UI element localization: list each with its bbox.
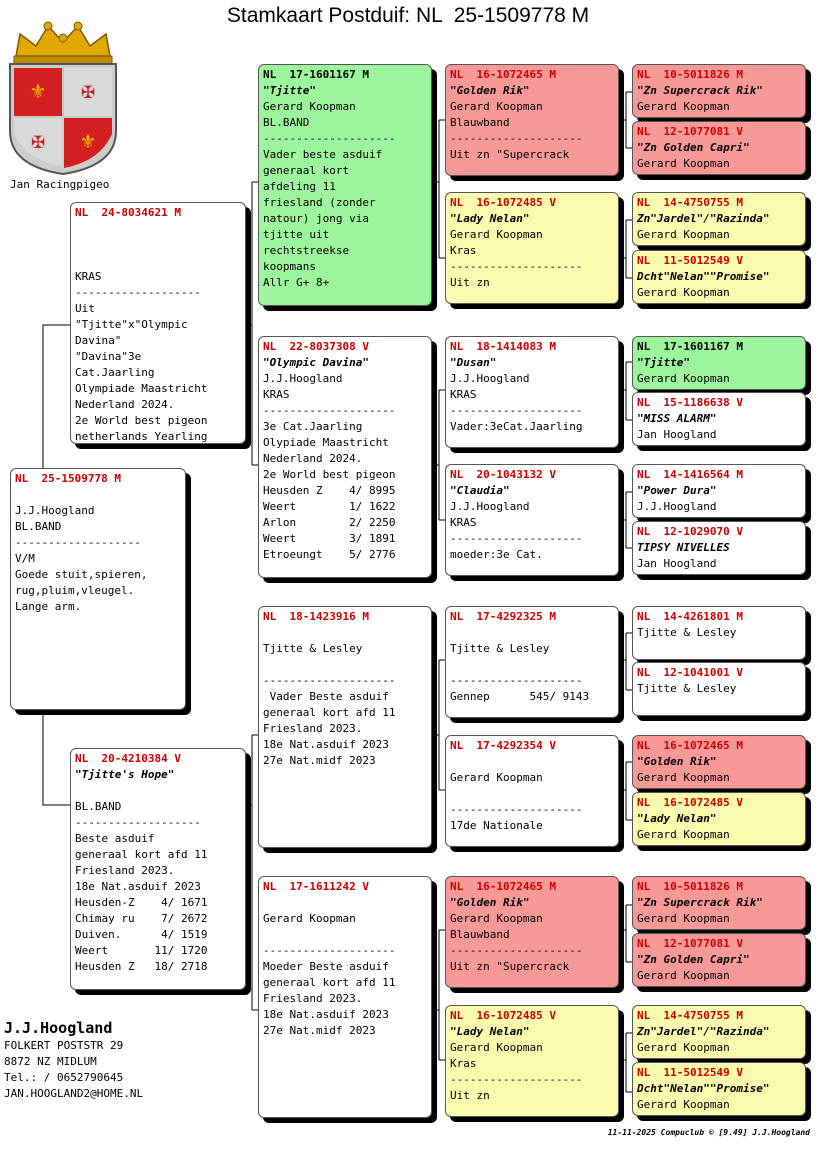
card-line [75, 253, 241, 269]
pedigree-card-sire[interactable] [70, 202, 246, 444]
pigeon-name: "Golden Rik" [450, 896, 530, 909]
pedigree-card-subject[interactable] [10, 468, 186, 710]
card-line: afdeling 11 [263, 180, 336, 193]
ring-number: NL 20-4210384 V [75, 752, 181, 765]
card-line: 17de Nationale [450, 819, 543, 832]
pigeon-name: "Olympic Davina" [263, 356, 369, 369]
pigeon-name: "Zn Golden Capri" [637, 953, 750, 966]
card-line: Gerard Koopman [637, 912, 730, 925]
breeder-email: JAN.HOOGLAND2@HOME.NL [4, 1087, 144, 1100]
ring-number: NL 12-1077081 V [637, 937, 743, 950]
ring-number: NL 16-1072465 M [450, 880, 556, 893]
pedigree-card-dds[interactable] [445, 876, 619, 988]
card-line: Gerard Koopman [637, 228, 730, 241]
card-line: ------------------- [75, 286, 201, 299]
pigeon-name: Zn"Jardel"/"Razinda" [637, 212, 770, 225]
pedigree-card-ddd[interactable] [445, 1005, 619, 1117]
card-line: Gerard Koopman [637, 372, 730, 385]
breeder-street: FOLKERT POSTSTR 29 [4, 1039, 124, 1052]
ring-number: NL 12-1029070 V [637, 525, 743, 538]
pedigree-card-sss[interactable] [445, 64, 619, 176]
card-line: -------------------- [450, 1073, 583, 1086]
svg-text:⚜: ⚜ [81, 129, 95, 154]
card-line: 18e Nat.asduif 2023 [263, 1008, 389, 1021]
card-line: -------------------- [450, 132, 583, 145]
card-line: -------------------- [263, 944, 396, 957]
card-line: friesland (zonder [263, 196, 376, 209]
card-line: KRAS [263, 388, 290, 401]
ring-number: NL 12-1077081 V [637, 125, 743, 138]
card-line: Tjitte & Lesley [637, 682, 737, 695]
pedigree-card-gen5-1[interactable] [632, 64, 806, 118]
ring-number: NL 18-1414083 M [450, 340, 556, 353]
card-line: -------------------- [450, 944, 583, 957]
breeder-phone: Tel.: / 0652790645 [4, 1071, 124, 1084]
pigeon-name: "Lady Nelan" [450, 1025, 530, 1038]
pedigree-card-gen5-16[interactable] [632, 1062, 806, 1116]
ring-number: NL 16-1072485 V [450, 1009, 556, 1022]
pedigree-card-gen5-13[interactable] [632, 876, 806, 930]
card-line: BL.BAND [75, 800, 122, 813]
card-line: Heusden Z 4/ 8995 [263, 484, 396, 497]
card-line [263, 657, 427, 673]
spacer [450, 625, 614, 641]
card-line: Moeder Beste asduif [263, 960, 389, 973]
card-line: koopmans [263, 260, 316, 273]
ring-number: NL 22-8037308 V [263, 340, 369, 353]
pedigree-card-gen5-2[interactable] [632, 121, 806, 175]
footer-credit: 11-11-2025 Compuclub © [9.49] J.J.Hoogland [607, 1128, 810, 1137]
ring-number: NL 15-1186638 V [637, 396, 743, 409]
card-line: -------------------- [263, 132, 396, 145]
card-line: 27e Nat.midf 2023 [263, 1024, 376, 1037]
pigeon-name: "Golden Rik" [450, 84, 530, 97]
pigeon-name: "Zn Supercrack Rik" [637, 896, 763, 909]
pedigree-card-gen5-6[interactable] [632, 392, 806, 446]
card-line: Gerard Koopman [263, 100, 356, 113]
card-line: Uit zn [450, 1089, 490, 1102]
card-line: Beste asduif [75, 832, 155, 845]
card-line: natour) jong via [263, 212, 369, 225]
card-line [450, 657, 614, 673]
pigeon-name: "Zn Golden Capri" [637, 141, 750, 154]
card-line: ------------------- [75, 816, 201, 829]
pedigree-card-ssd[interactable] [445, 192, 619, 304]
pedigree-card-gen5-11[interactable] [632, 735, 806, 789]
card-line: J.J.Hoogland [450, 500, 530, 513]
card-line: "Tjitte"x"Olympic [75, 318, 188, 331]
pedigree-card-gen5-12[interactable] [632, 792, 806, 846]
pedigree-card-dsd[interactable] [445, 735, 619, 847]
spacer [75, 221, 241, 237]
card-line: Friesland 2023. [263, 992, 363, 1005]
card-line: 2e World best pigeon [75, 414, 208, 427]
card-line: generaal kort afd 11 [263, 976, 396, 989]
ring-number: NL 17-1601167 M [263, 68, 369, 81]
breeder-address [4, 1018, 143, 1102]
card-line: 18e Nat.asduif 2023 [263, 738, 389, 751]
pedigree-card-sdd[interactable] [445, 464, 619, 576]
spacer [450, 754, 614, 770]
card-line: -------------------- [450, 260, 583, 273]
card-line: tjitte uit [263, 228, 330, 241]
pedigree-card-gen5-15[interactable] [632, 1005, 806, 1059]
ring-number: NL 14-4750755 M [637, 196, 743, 209]
card-line: Uit zn "Supercrack [450, 148, 570, 161]
card-line: netherlands Yearling [75, 430, 208, 443]
ring-number: NL 14-4750755 M [637, 1009, 743, 1022]
card-line [450, 786, 614, 802]
card-line: Chimay ru 7/ 2672 [75, 912, 208, 925]
card-line: -------------------- [450, 803, 583, 816]
card-line: Friesland 2023. [75, 864, 175, 877]
pigeon-name: "Tjitte's Hope" [75, 768, 175, 781]
breeder-name: J.J.Hoogland [4, 1019, 113, 1037]
pigeon-name: "Golden Rik" [637, 755, 717, 768]
ring-number: NL 12-1041001 V [637, 666, 743, 679]
pedigree-card-dss[interactable] [445, 606, 619, 718]
card-line: Jan Hoogland [637, 428, 717, 441]
card-line: -------------------- [450, 532, 583, 545]
pedigree-card-ds[interactable] [258, 606, 432, 848]
ring-number: NL 11-5012549 V [637, 1066, 743, 1079]
card-line: Blauwband [450, 116, 510, 129]
card-line: generaal kort afd 11 [263, 706, 396, 719]
owner-caption: Jan Racingpigeo [10, 178, 110, 191]
card-line: Nederland 2024. [75, 398, 175, 411]
card-line: -------------------- [450, 674, 583, 687]
card-line: Gerard Koopman [450, 100, 543, 113]
pedigree-card-ss[interactable] [258, 64, 432, 306]
card-line: Heusden-Z 4/ 1671 [75, 896, 208, 909]
card-line: Gerard Koopman [637, 969, 730, 982]
pedigree-card-gen5-10[interactable] [632, 662, 806, 716]
card-line: Kras [450, 244, 477, 257]
ring-number: NL 11-5012549 V [637, 254, 743, 267]
card-line: Uit [75, 302, 95, 315]
card-line: -------------------- [263, 404, 396, 417]
card-line: Gerard Koopman [450, 771, 543, 784]
card-line: Uit zn [450, 276, 490, 289]
card-line: Duiven. 4/ 1519 [75, 928, 208, 941]
pigeon-name: Dcht"Nelan""Promise" [637, 1082, 770, 1095]
ring-number: NL 16-1072465 M [450, 68, 556, 81]
pigeon-name: "Tjitte" [263, 84, 316, 97]
pedigree-card-sds[interactable] [445, 336, 619, 448]
card-line: KRAS [450, 388, 477, 401]
card-line: rug,pluim,vleugel. [15, 584, 135, 597]
svg-text:✠: ✠ [81, 79, 95, 104]
pedigree-card-gen5-14[interactable] [632, 933, 806, 987]
pedigree-card-gen5-5[interactable] [632, 336, 806, 390]
card-line: Gerard Koopman [637, 157, 730, 170]
card-line: Gerard Koopman [450, 912, 543, 925]
pedigree-card-dam[interactable] [70, 748, 246, 990]
card-line: rechtstreekse [263, 244, 350, 257]
spacer [263, 625, 427, 641]
card-line: Allr G+ 8+ [263, 276, 330, 289]
card-line: Arlon 2/ 2250 [263, 516, 396, 529]
spacer [263, 895, 427, 911]
svg-text:⚜: ⚜ [31, 79, 45, 104]
card-line: Gerard Koopman [450, 228, 543, 241]
pedigree-card-dd[interactable] [258, 876, 432, 1118]
card-line: generaal kort [263, 164, 350, 177]
pedigree-card-gen5-8[interactable] [632, 521, 806, 575]
svg-text:✠: ✠ [31, 129, 45, 154]
ring-number: NL 20-1043132 V [450, 468, 556, 481]
card-line: Jan Hoogland [637, 557, 717, 570]
card-line: Weert 11/ 1720 [75, 944, 208, 957]
pedigree-card-gen5-9[interactable] [632, 606, 806, 660]
card-line: Olypiade Maastricht [263, 436, 389, 449]
pigeon-name: "Zn Supercrack Rik" [637, 84, 763, 97]
card-line: ------------------- [15, 536, 141, 549]
card-line: Davina" [75, 334, 122, 347]
card-line: moeder:3e Cat. [450, 548, 543, 561]
card-line: Gerard Koopman [637, 100, 730, 113]
card-line: J.J.Hoogland [637, 500, 717, 513]
pigeon-name: "Dusan" [450, 356, 497, 369]
card-line: Tjitte & Lesley [637, 626, 737, 639]
card-line: Lange arm. [15, 600, 82, 613]
card-line: Friesland 2023. [263, 722, 363, 735]
card-line: Weert 1/ 1622 [263, 500, 396, 513]
card-line: Gerard Koopman [637, 1098, 730, 1111]
page-title: Stamkaart Postduif: NL 25-1509778 M [226, 4, 590, 27]
card-line: Vader:3eCat.Jaarling [450, 420, 583, 433]
card-line: Gennep 545/ 9143 [450, 690, 590, 703]
card-line: Tjitte & Lesley [450, 642, 550, 655]
card-line: Etroeungt 5/ 2776 [263, 548, 396, 561]
pigeon-name: "Power Dura" [637, 484, 717, 497]
ring-number: NL 14-4261801 M [637, 610, 743, 623]
card-line [263, 927, 427, 943]
pigeon-name: "Claudia" [450, 484, 510, 497]
pigeon-name: "Lady Nelan" [637, 812, 717, 825]
card-line: 18e Nat.asduif 2023 [75, 880, 201, 893]
card-line: Gerard Koopman [637, 828, 730, 841]
card-line [75, 783, 241, 799]
ring-number: NL 25-1509778 M [15, 472, 121, 485]
pigeon-name: Dcht"Nelan""Promise" [637, 270, 770, 283]
pigeon-name: "Tjitte" [637, 356, 690, 369]
card-line: Heusden Z 18/ 2718 [75, 960, 208, 973]
spacer [15, 487, 181, 503]
ring-number: NL 16-1072485 V [450, 196, 556, 209]
card-line: 3e Cat.Jaarling [263, 420, 363, 433]
card-line: Tjitte & Lesley [263, 642, 363, 655]
ring-number: NL 18-1423916 M [263, 610, 369, 623]
card-line: Uit zn "Supercrack [450, 960, 570, 973]
card-line: BL.BAND [15, 520, 62, 533]
card-line: Weert 3/ 1891 [263, 532, 396, 545]
card-line: Gerard Koopman [637, 1041, 730, 1054]
card-line: Kras [450, 1057, 477, 1070]
card-line: Goede stuit,spieren, [15, 568, 148, 581]
pigeon-name: Zn"Jardel"/"Razinda" [637, 1025, 770, 1038]
card-line: J.J.Hoogland [263, 372, 343, 385]
ring-number: NL 16-1072465 M [637, 739, 743, 752]
pigeon-name: TIPSY NIVELLES [637, 541, 730, 554]
card-line: -------------------- [450, 404, 583, 417]
pedigree-card-gen5-3[interactable] [632, 192, 806, 246]
ring-number: NL 10-5011826 M [637, 880, 743, 893]
card-line: Gerard Koopman [637, 771, 730, 784]
card-line: Vader Beste asduif [263, 690, 389, 703]
breeder-city: 8872 NZ MIDLUM [4, 1055, 97, 1068]
card-line: KRAS [75, 270, 102, 283]
pedigree-card-sd[interactable] [258, 336, 432, 578]
card-line: Blauwband [450, 928, 510, 941]
pedigree-card-gen5-7[interactable] [632, 464, 806, 518]
card-line: -------------------- [263, 674, 396, 687]
card-line: KRAS [450, 516, 477, 529]
pigeon-name: "MISS ALARM" [637, 412, 717, 425]
card-line [75, 237, 241, 253]
ring-number: NL 14-1416564 M [637, 468, 743, 481]
card-line: J.J.Hoogland [450, 372, 530, 385]
pedigree-card-gen5-4[interactable] [632, 250, 806, 304]
ring-number: NL 16-1072485 V [637, 796, 743, 809]
card-line: Gerard Koopman [263, 912, 356, 925]
ring-number: NL 17-1601167 M [637, 340, 743, 353]
card-line: Olympiade Maastricht [75, 382, 208, 395]
ring-number: NL 17-4292325 M [450, 610, 556, 623]
card-line: Gerard Koopman [637, 286, 730, 299]
pigeon-name: "Lady Nelan" [450, 212, 530, 225]
ring-number: NL 24-8034621 M [75, 206, 181, 219]
card-line: J.J.Hoogland [15, 504, 95, 517]
card-line: Nederland 2024. [263, 452, 363, 465]
card-line: generaal kort afd 11 [75, 848, 208, 861]
ring-number: NL 10-5011826 M [637, 68, 743, 81]
ring-number: NL 17-1611242 V [263, 880, 369, 893]
card-line: BL.BAND [263, 116, 310, 129]
card-line: "Davina"3e [75, 350, 142, 363]
card-line: Gerard Koopman [450, 1041, 543, 1054]
card-line: 27e Nat.midf 2023 [263, 754, 376, 767]
card-line: V/M [15, 552, 35, 565]
card-line: Vader beste asduif [263, 148, 383, 161]
card-line: 2e World best pigeon [263, 468, 396, 481]
ring-number: NL 17-4292354 V [450, 739, 556, 752]
card-line: Cat.Jaarling [75, 366, 155, 379]
